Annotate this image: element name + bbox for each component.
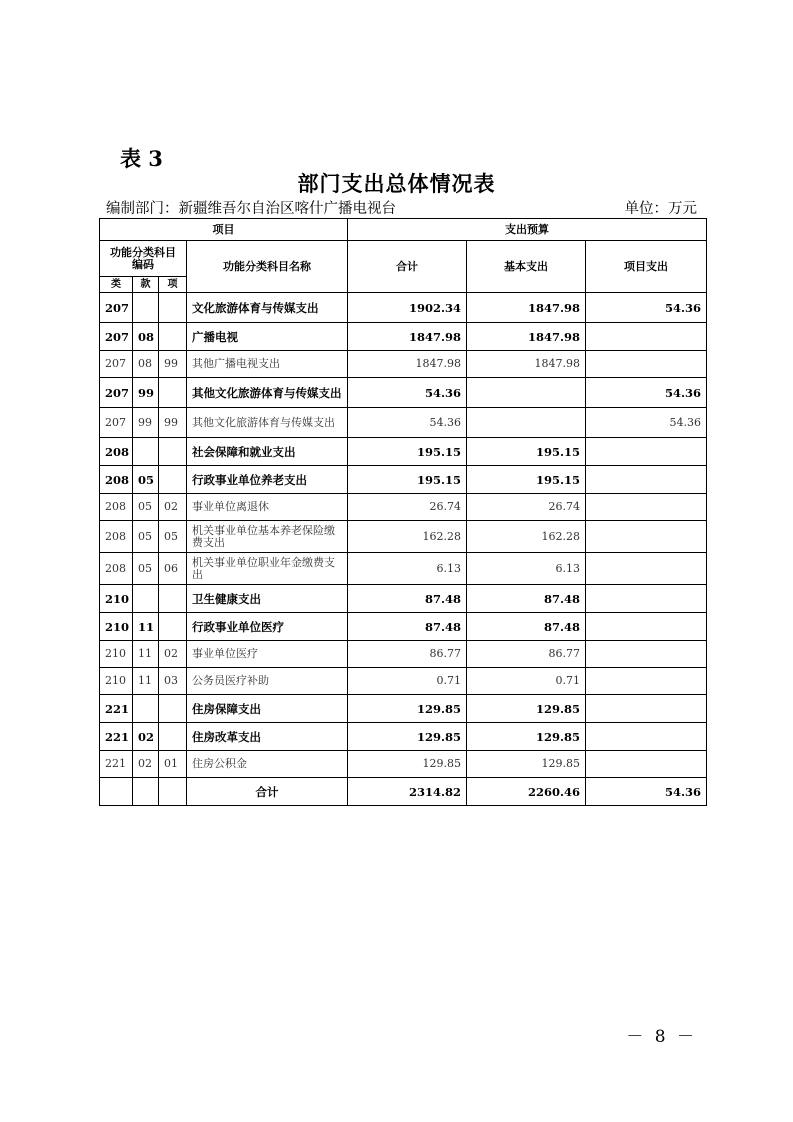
page-title: 部门支出总体情况表 (297, 172, 496, 196)
cell-kuan: 99 (133, 408, 159, 438)
cell-basic: 87.48 (467, 613, 586, 641)
cell-basic: 129.85 (467, 751, 586, 778)
cell-basic: 6.13 (467, 553, 586, 585)
cell-project (586, 438, 707, 466)
cell-total: 129.85 (348, 751, 467, 778)
cell-kuan: 11 (133, 668, 159, 695)
cell-lei: 210 (100, 641, 133, 668)
table-row (100, 466, 707, 494)
cell-basic: 129.85 (467, 723, 586, 751)
header-budget: 支出预算 (348, 219, 707, 241)
table-row (100, 323, 707, 351)
table-row (100, 751, 707, 778)
table-row (100, 585, 707, 613)
expenditure-table (99, 218, 707, 806)
cell-lei: 210 (100, 668, 133, 695)
cell-project (586, 751, 707, 778)
table-row (100, 641, 707, 668)
table-row (100, 613, 707, 641)
cell-lei: 210 (100, 585, 133, 613)
cell-kuan (133, 778, 159, 806)
cell-xiang: 05 (159, 521, 187, 553)
cell-kuan (133, 293, 159, 323)
cell-name: 广播电视 (187, 323, 348, 351)
cell-xiang: 06 (159, 553, 187, 585)
cell-project (586, 695, 707, 723)
cell-name: 公务员医疗补助 (187, 668, 348, 695)
cell-name: 机关事业单位职业年金缴费支出 (187, 553, 348, 585)
cell-lei: 221 (100, 723, 133, 751)
unit-label: 单位：万元 (624, 201, 697, 217)
cell-total: 195.15 (348, 438, 467, 466)
cell-lei: 208 (100, 466, 133, 494)
cell-total: 54.36 (348, 378, 467, 408)
cell-name: 行政事业单位医疗 (187, 613, 348, 641)
cell-xiang (159, 585, 187, 613)
table-row (100, 408, 707, 438)
cell-lei: 207 (100, 378, 133, 408)
cell-xiang: 03 (159, 668, 187, 695)
cell-kuan (133, 585, 159, 613)
cell-total: 2314.82 (348, 778, 467, 806)
header-kuan: 款 (133, 277, 159, 293)
cell-lei: 207 (100, 293, 133, 323)
header-row-1 (100, 219, 707, 241)
cell-kuan: 99 (133, 378, 159, 408)
cell-total: 129.85 (348, 695, 467, 723)
table-row (100, 351, 707, 378)
cell-project (586, 585, 707, 613)
table-row (100, 494, 707, 521)
table-label: 表 3 (120, 146, 163, 171)
cell-total: 195.15 (348, 466, 467, 494)
cell-project (586, 521, 707, 553)
header-total: 合计 (348, 241, 467, 293)
cell-project (586, 723, 707, 751)
cell-project (586, 494, 707, 521)
cell-name: 住房保障支出 (187, 695, 348, 723)
cell-project (586, 553, 707, 585)
cell-total: 6.13 (348, 553, 467, 585)
cell-total: 87.48 (348, 585, 467, 613)
cell-name: 其他广播电视支出 (187, 351, 348, 378)
cell-kuan: 05 (133, 553, 159, 585)
table-row (100, 668, 707, 695)
cell-name: 其他文化旅游体育与传媒支出 (187, 408, 348, 438)
header-row-2 (100, 241, 707, 277)
cell-name: 文化旅游体育与传媒支出 (187, 293, 348, 323)
cell-xiang (159, 438, 187, 466)
table-row (100, 521, 707, 553)
cell-lei: 208 (100, 494, 133, 521)
total-row (100, 778, 707, 806)
cell-total: 129.85 (348, 723, 467, 751)
cell-total: 0.71 (348, 668, 467, 695)
cell-xiang: 02 (159, 494, 187, 521)
cell-xiang (159, 323, 187, 351)
cell-total: 87.48 (348, 613, 467, 641)
cell-name: 社会保障和就业支出 (187, 438, 348, 466)
department-label: 编制部门：新疆维吾尔自治区喀什广播电视台 (106, 201, 396, 217)
cell-xiang (159, 695, 187, 723)
cell-xiang (159, 778, 187, 806)
cell-project (586, 351, 707, 378)
cell-lei: 208 (100, 521, 133, 553)
cell-project: 54.36 (586, 378, 707, 408)
table-row (100, 723, 707, 751)
cell-name: 事业单位离退休 (187, 494, 348, 521)
cell-basic: 162.28 (467, 521, 586, 553)
cell-kuan: 02 (133, 751, 159, 778)
cell-name: 卫生健康支出 (187, 585, 348, 613)
cell-kuan: 02 (133, 723, 159, 751)
cell-name: 住房公积金 (187, 751, 348, 778)
cell-kuan (133, 438, 159, 466)
cell-lei: 208 (100, 553, 133, 585)
cell-name: 行政事业单位养老支出 (187, 466, 348, 494)
cell-project: 54.36 (586, 293, 707, 323)
cell-total: 1847.98 (348, 323, 467, 351)
cell-xiang (159, 378, 187, 408)
cell-lei: 207 (100, 408, 133, 438)
cell-name: 其他文化旅游体育与传媒支出 (187, 378, 348, 408)
cell-kuan: 08 (133, 351, 159, 378)
cell-total: 86.77 (348, 641, 467, 668)
cell-lei: 210 (100, 613, 133, 641)
cell-project: 54.36 (586, 778, 707, 806)
cell-xiang: 01 (159, 751, 187, 778)
header-name: 功能分类科目名称 (187, 241, 348, 293)
cell-kuan: 08 (133, 323, 159, 351)
header-xiang: 项 (159, 277, 187, 293)
cell-xiang: 99 (159, 351, 187, 378)
cell-xiang (159, 466, 187, 494)
cell-project (586, 641, 707, 668)
cell-kuan: 05 (133, 466, 159, 494)
table-row (100, 378, 707, 408)
page-number: － 8 － (626, 1027, 697, 1047)
cell-kuan (133, 695, 159, 723)
table-row (100, 695, 707, 723)
cell-basic: 87.48 (467, 585, 586, 613)
cell-kuan: 11 (133, 641, 159, 668)
cell-lei (100, 778, 133, 806)
table-row (100, 553, 707, 585)
cell-kuan: 05 (133, 521, 159, 553)
cell-total: 54.36 (348, 408, 467, 438)
cell-lei: 221 (100, 751, 133, 778)
cell-xiang: 02 (159, 641, 187, 668)
header-basic: 基本支出 (467, 241, 586, 293)
cell-project (586, 466, 707, 494)
cell-basic: 26.74 (467, 494, 586, 521)
cell-basic: 2260.46 (467, 778, 586, 806)
cell-basic: 129.85 (467, 695, 586, 723)
cell-lei: 207 (100, 323, 133, 351)
header-project-expense: 项目支出 (586, 241, 707, 293)
cell-xiang: 99 (159, 408, 187, 438)
cell-basic: 86.77 (467, 641, 586, 668)
cell-total: 1847.98 (348, 351, 467, 378)
cell-name: 住房改革支出 (187, 723, 348, 751)
cell-project (586, 668, 707, 695)
cell-basic: 1847.98 (467, 323, 586, 351)
cell-name: 机关事业单位基本养老保险缴费支出 (187, 521, 348, 553)
cell-total: 26.74 (348, 494, 467, 521)
cell-xiang (159, 723, 187, 751)
cell-lei: 208 (100, 438, 133, 466)
total-label: 合计 (187, 778, 348, 806)
cell-basic: 195.15 (467, 438, 586, 466)
cell-basic: 195.15 (467, 466, 586, 494)
cell-kuan: 05 (133, 494, 159, 521)
cell-name: 事业单位医疗 (187, 641, 348, 668)
cell-total: 162.28 (348, 521, 467, 553)
cell-xiang (159, 613, 187, 641)
table-row (100, 293, 707, 323)
header-lei: 类 (100, 277, 133, 293)
cell-kuan: 11 (133, 613, 159, 641)
cell-basic (467, 378, 586, 408)
cell-basic: 1847.98 (467, 351, 586, 378)
cell-xiang (159, 293, 187, 323)
table-row (100, 438, 707, 466)
cell-basic: 0.71 (467, 668, 586, 695)
header-code: 功能分类科目编码 (100, 241, 187, 277)
cell-project (586, 613, 707, 641)
cell-basic (467, 408, 586, 438)
cell-basic: 1847.98 (467, 293, 586, 323)
header-project: 项目 (100, 219, 348, 241)
cell-lei: 207 (100, 351, 133, 378)
cell-total: 1902.34 (348, 293, 467, 323)
cell-lei: 221 (100, 695, 133, 723)
cell-project (586, 323, 707, 351)
cell-project: 54.36 (586, 408, 707, 438)
